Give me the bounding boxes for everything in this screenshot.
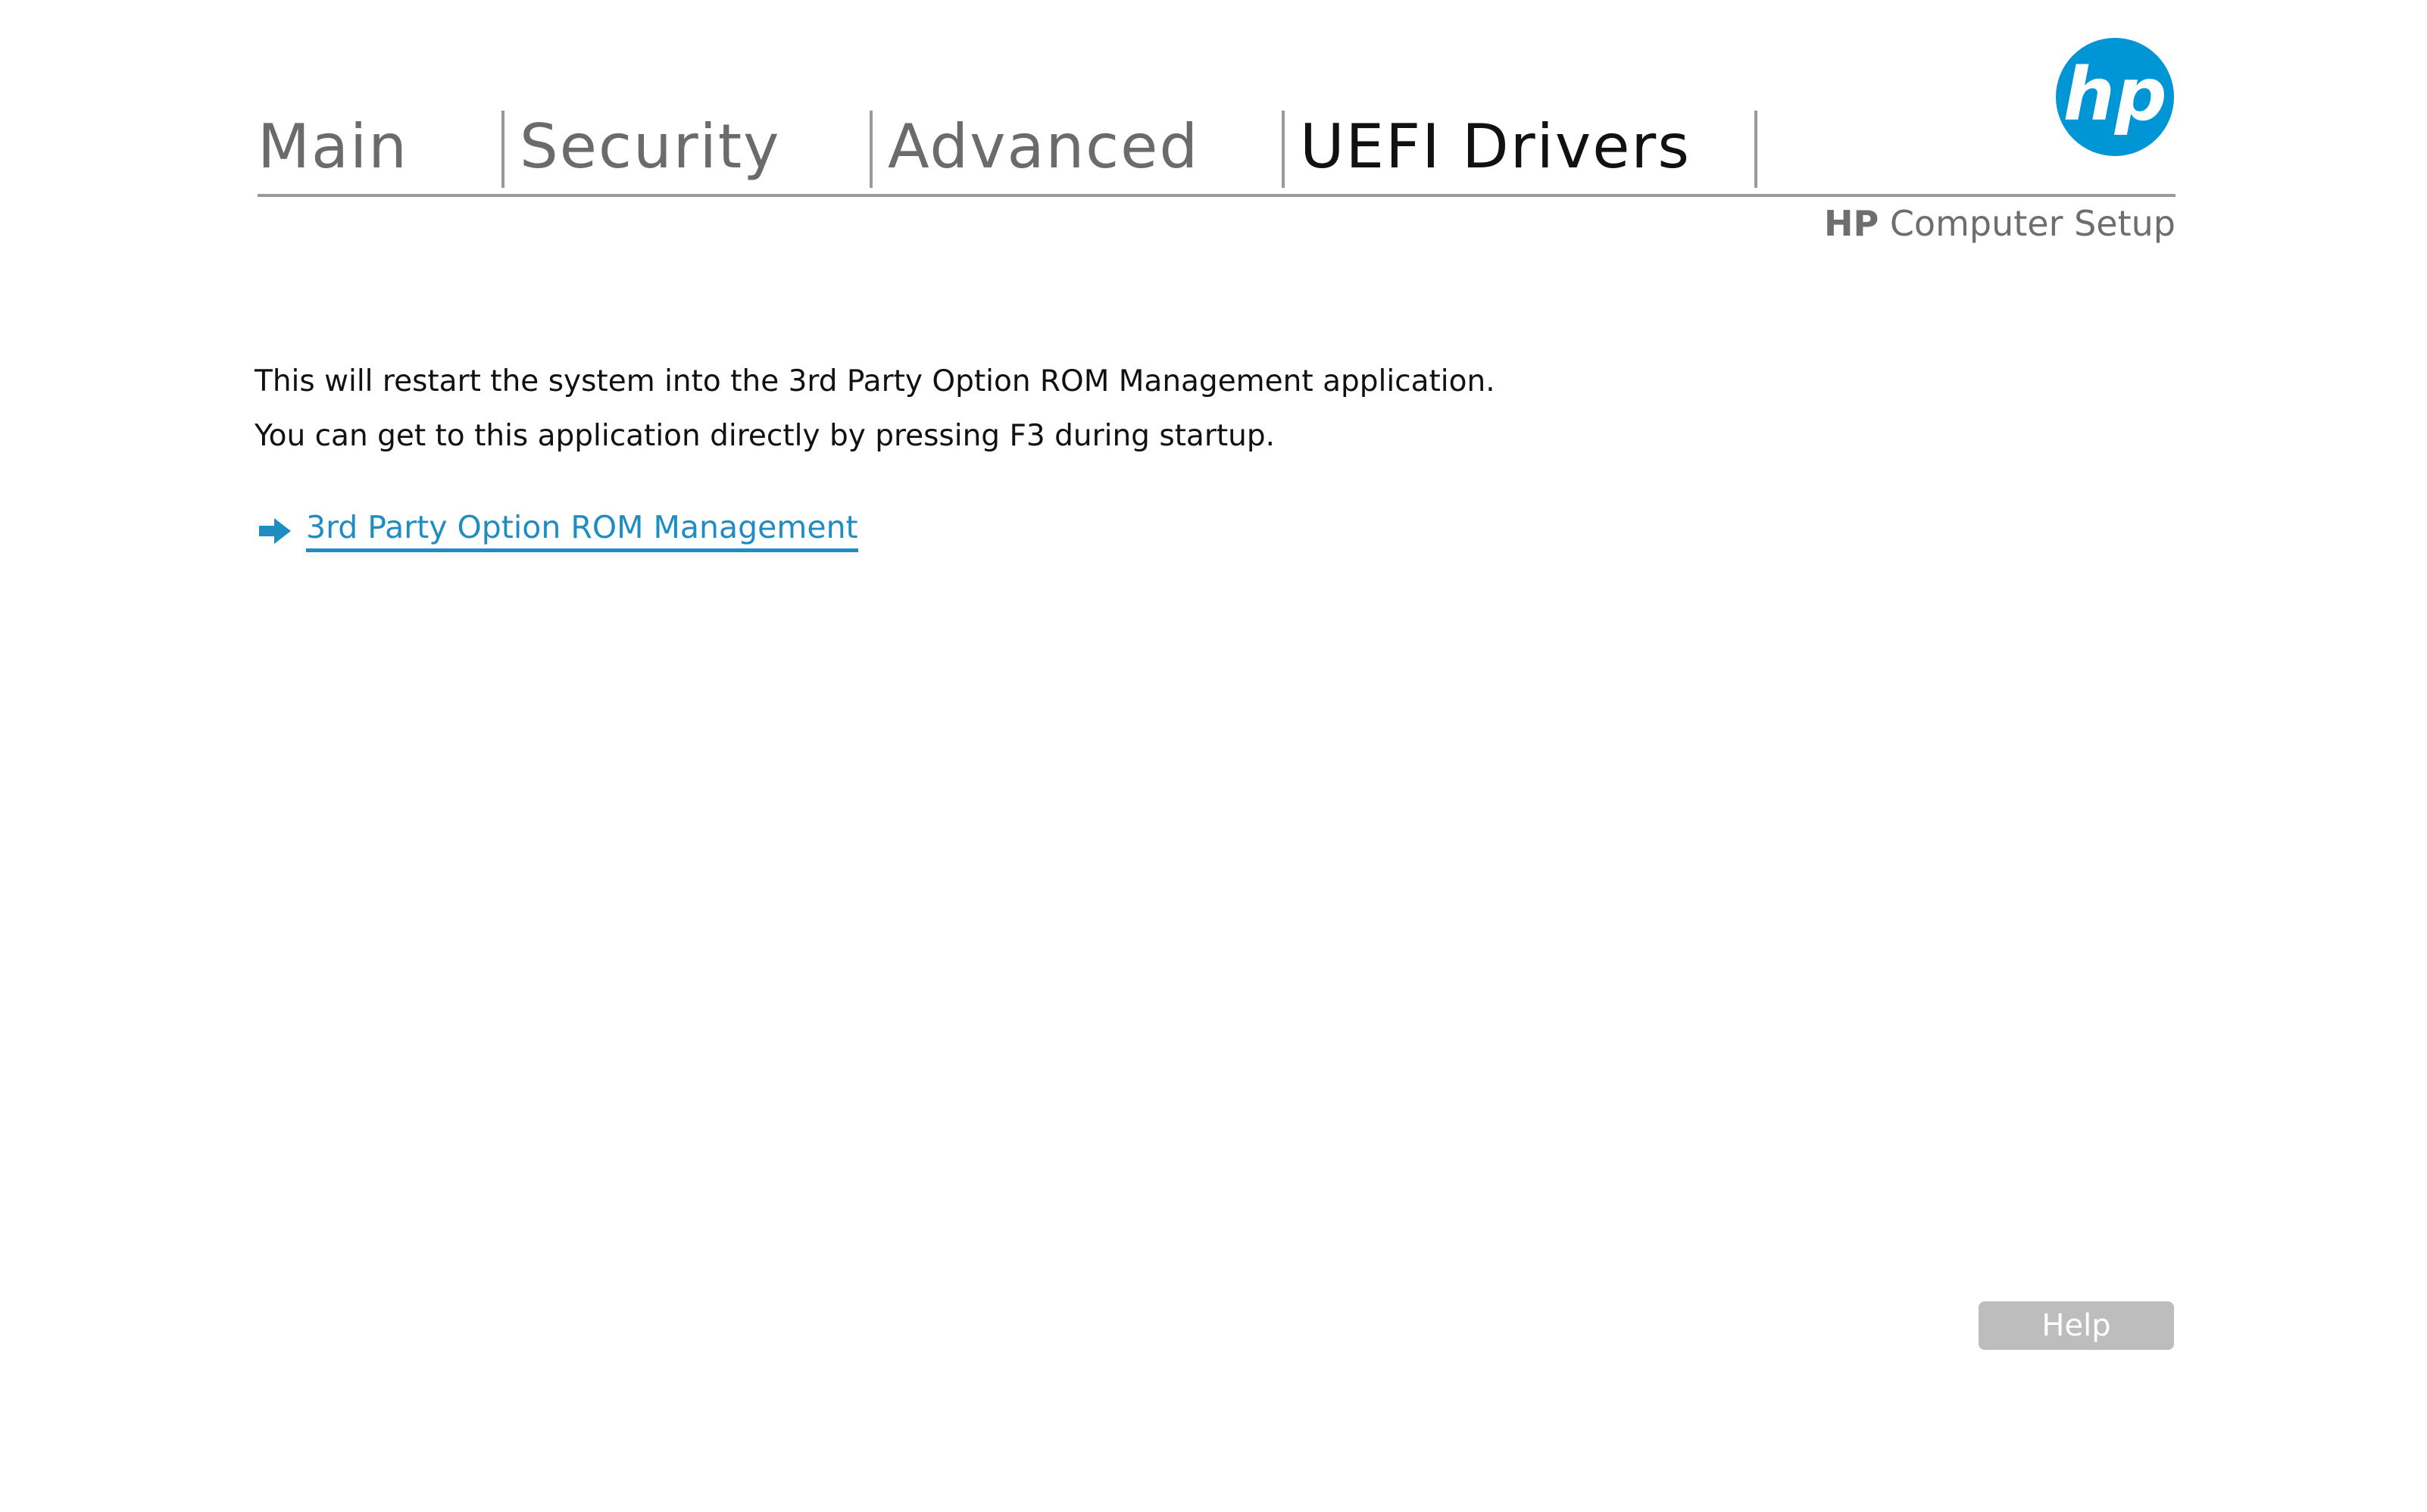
- help-button[interactable]: Help: [1979, 1301, 2174, 1350]
- description: [255, 355, 1495, 464]
- tab-advanced[interactable]: Advanced: [888, 111, 1200, 182]
- tab-divider: [1754, 111, 1757, 188]
- description-line-1: This will restart the system into the 3rd Party Option ROM Management application.: [255, 364, 1495, 398]
- svg-text:hp: hp: [2063, 52, 2167, 137]
- option-rom-management-link-label[interactable]: 3rd Party Option ROM Management: [306, 509, 858, 552]
- tab-main[interactable]: Main: [258, 111, 408, 182]
- option-rom-management-link[interactable]: [258, 509, 858, 552]
- tab-bar: [258, 108, 1757, 188]
- arrow-right-icon: [258, 516, 292, 546]
- tab-uefi-drivers[interactable]: UEFI Drivers: [1300, 111, 1691, 182]
- subtitle-text: Computer Setup: [1889, 203, 2176, 244]
- app-subtitle: [1824, 203, 2176, 244]
- description-line-2: You can get to this application directly by pressing F3 during startup.: [255, 419, 1276, 453]
- hp-logo-icon: [2054, 30, 2176, 164]
- tab-bar-underline: [258, 194, 2176, 197]
- tab-security[interactable]: Security: [520, 111, 781, 182]
- subtitle-brand: HP: [1823, 203, 1879, 244]
